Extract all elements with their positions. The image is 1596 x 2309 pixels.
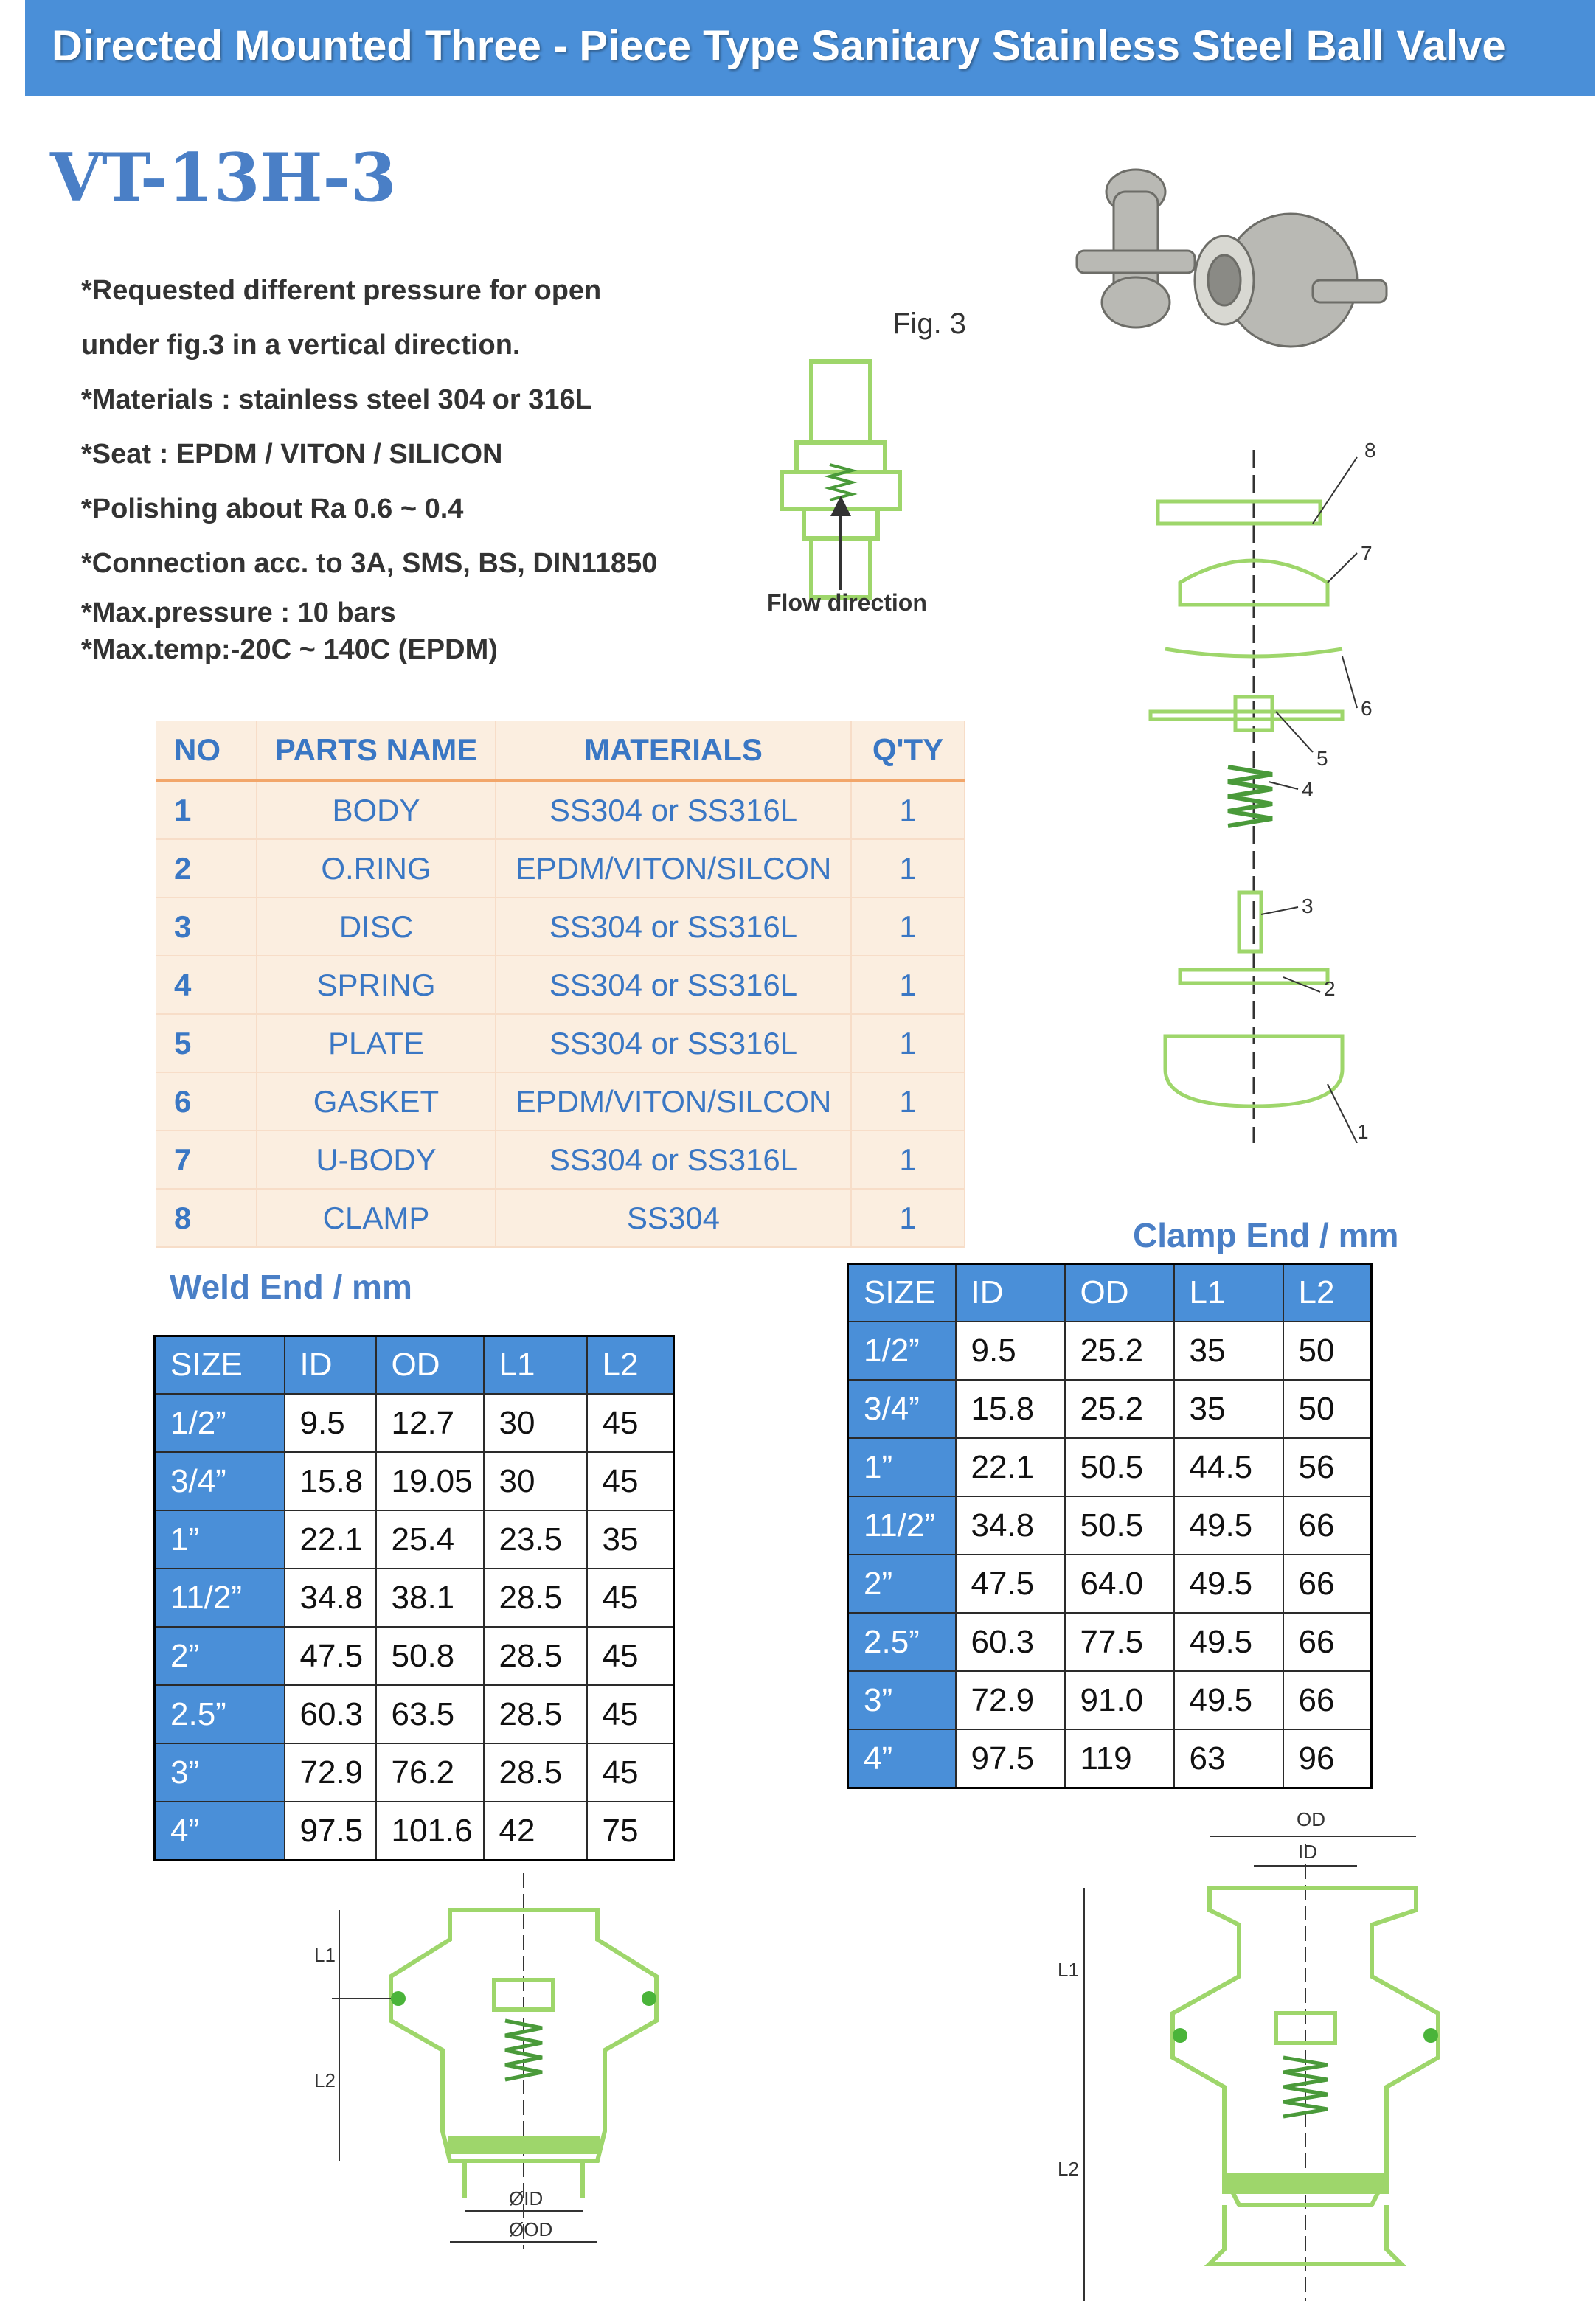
table-cell: 11/2”: [155, 1569, 285, 1627]
table-cell: 75: [587, 1802, 674, 1861]
table-cell: 66: [1283, 1613, 1372, 1671]
table-cell: 76.2: [376, 1743, 484, 1802]
table-cell: 47.5: [285, 1627, 376, 1685]
table-cell: SS304 or SS316L: [496, 956, 851, 1014]
table-cell: SS304 or SS316L: [496, 780, 851, 839]
callout-4: 4: [1302, 778, 1314, 801]
table-cell: 45: [587, 1685, 674, 1743]
table-row: [155, 1685, 674, 1743]
table-cell: 45: [587, 1627, 674, 1685]
table-cell: 11/2”: [848, 1496, 956, 1555]
col-header: ID: [956, 1264, 1065, 1322]
table-row: [156, 1072, 965, 1131]
table-cell: 38.1: [376, 1569, 484, 1627]
table-row: [155, 1569, 674, 1627]
callout-6: 6: [1361, 697, 1373, 720]
table-row: [156, 1189, 965, 1247]
table-cell: 28.5: [484, 1569, 587, 1627]
col-header: L2: [1283, 1264, 1372, 1322]
table-cell: 72.9: [956, 1671, 1065, 1729]
table-row: [156, 839, 965, 897]
table-cell: 47.5: [956, 1555, 1065, 1613]
table-cell: 45: [587, 1394, 674, 1452]
table-cell: 44.5: [1174, 1438, 1283, 1496]
table-cell: 23.5: [484, 1510, 587, 1569]
table-cell: 66: [1283, 1671, 1372, 1729]
table-cell: 28.5: [484, 1685, 587, 1743]
table-cell: 1: [156, 780, 257, 839]
table-cell: 1: [851, 897, 965, 956]
table-cell: 1: [851, 1131, 965, 1189]
table-cell: 91.0: [1065, 1671, 1174, 1729]
table-cell: U-BODY: [257, 1131, 496, 1189]
table-cell: 8: [156, 1189, 257, 1247]
table-row: [848, 1613, 1372, 1671]
table-row: [848, 1729, 1372, 1788]
table-cell: 63.5: [376, 1685, 484, 1743]
table-cell: 97.5: [956, 1729, 1065, 1788]
table-cell: EPDM/VITON/SILCON: [496, 1072, 851, 1131]
table-cell: 97.5: [285, 1802, 376, 1861]
exploded-view: [1136, 435, 1401, 1143]
table-cell: 2”: [848, 1555, 956, 1613]
callout-2: 2: [1324, 977, 1336, 1000]
spec-list: [81, 267, 745, 668]
table-cell: 28.5: [484, 1743, 587, 1802]
dim-l1: L1: [1058, 1959, 1079, 1981]
dim-od: OD: [1297, 1808, 1325, 1830]
table-cell: 22.1: [956, 1438, 1065, 1496]
table-cell: 9.5: [956, 1322, 1065, 1380]
table-cell: 22.1: [285, 1510, 376, 1569]
table-cell: 64.0: [1065, 1555, 1174, 1613]
dim-od: ØOD: [509, 2218, 553, 2240]
table-cell: 1/2”: [155, 1394, 285, 1452]
fig3-diagram: [760, 295, 981, 634]
table-cell: 19.05: [376, 1452, 484, 1510]
table-cell: 25.2: [1065, 1380, 1174, 1438]
table-cell: 2”: [155, 1627, 285, 1685]
dim-l1: L1: [314, 1944, 336, 1966]
table-cell: 7: [156, 1131, 257, 1189]
col-header: OD: [1065, 1264, 1174, 1322]
table-row: [155, 1452, 674, 1510]
table-cell: 50: [1283, 1380, 1372, 1438]
table-cell: 35: [1174, 1380, 1283, 1438]
table-cell: 1”: [848, 1438, 956, 1496]
weld-end-drawing: [310, 1866, 708, 2264]
col-header: ID: [285, 1336, 376, 1395]
spec-line: *Requested different pressure for open: [81, 275, 602, 306]
table-row: [848, 1555, 1372, 1613]
table-cell: 1: [851, 956, 965, 1014]
table-cell: 3: [156, 897, 257, 956]
table-cell: 35: [1174, 1322, 1283, 1380]
spec-line: *Polishing about Ra 0.6 ~ 0.4: [81, 493, 464, 524]
table-cell: DISC: [257, 897, 496, 956]
table-row: [155, 1394, 674, 1452]
table-cell: 72.9: [285, 1743, 376, 1802]
table-cell: 25.4: [376, 1510, 484, 1569]
table-row: [156, 1014, 965, 1072]
table-cell: 25.2: [1065, 1322, 1174, 1380]
table-row: [155, 1802, 674, 1861]
valve-photo: [1062, 162, 1401, 383]
col-header: SIZE: [848, 1264, 956, 1322]
table-cell: O.RING: [257, 839, 496, 897]
dim-id: ØID: [509, 2187, 544, 2209]
table-cell: 15.8: [956, 1380, 1065, 1438]
table-cell: 101.6: [376, 1802, 484, 1861]
table-cell: 66: [1283, 1496, 1372, 1555]
table-cell: 42: [484, 1802, 587, 1861]
table-cell: 4”: [155, 1802, 285, 1861]
table-row: [156, 956, 965, 1014]
table-row: [848, 1380, 1372, 1438]
table-cell: 34.8: [956, 1496, 1065, 1555]
fig3-caption: Flow direction: [767, 589, 927, 616]
table-cell: 5: [156, 1014, 257, 1072]
table-cell: 49.5: [1174, 1671, 1283, 1729]
table-row: [156, 1131, 965, 1189]
table-cell: SS304 or SS316L: [496, 1014, 851, 1072]
table-cell: 2.5”: [848, 1613, 956, 1671]
table-cell: 4: [156, 956, 257, 1014]
clamp-end-title: Clamp End / mm: [1133, 1216, 1399, 1254]
col-header: OD: [376, 1336, 484, 1395]
table-cell: 49.5: [1174, 1613, 1283, 1671]
dim-id: ID: [1298, 1841, 1317, 1863]
table-row: [155, 1627, 674, 1685]
callout-5: 5: [1316, 747, 1328, 770]
table-cell: 49.5: [1174, 1496, 1283, 1555]
col-header: Q'TY: [851, 721, 965, 780]
callout-8: 8: [1364, 439, 1376, 462]
table-cell: 50.5: [1065, 1496, 1174, 1555]
table-cell: SPRING: [257, 956, 496, 1014]
table-row: [848, 1496, 1372, 1555]
table-cell: 50: [1283, 1322, 1372, 1380]
spec-line: *Seat : EPDM / VITON / SILICON: [81, 439, 503, 470]
table-cell: 1: [851, 1189, 965, 1247]
table-cell: 9.5: [285, 1394, 376, 1452]
table-cell: 45: [587, 1452, 674, 1510]
table-header-row: [156, 721, 965, 780]
table-cell: 50.8: [376, 1627, 484, 1685]
table-cell: 56: [1283, 1438, 1372, 1496]
dim-l2: L2: [1058, 2158, 1079, 2180]
table-cell: 6: [156, 1072, 257, 1131]
table-cell: 1”: [155, 1510, 285, 1569]
table-cell: 49.5: [1174, 1555, 1283, 1613]
weld-end-title: Weld End / mm: [170, 1268, 412, 1306]
table-cell: 96: [1283, 1729, 1372, 1788]
table-cell: 45: [587, 1743, 674, 1802]
model-number: VT-13H-3: [50, 139, 397, 217]
table-cell: 2: [156, 839, 257, 897]
col-header: L1: [1174, 1264, 1283, 1322]
table-cell: 30: [484, 1452, 587, 1510]
table-cell: SS304: [496, 1189, 851, 1247]
table-header-row: [848, 1264, 1372, 1322]
spec-line: under fig.3 in a vertical direction.: [81, 330, 521, 361]
weld-end-table: [153, 1335, 675, 1861]
table-cell: 77.5: [1065, 1613, 1174, 1671]
callout-1: 1: [1357, 1120, 1369, 1143]
col-header: NO: [156, 721, 257, 780]
table-cell: 63: [1174, 1729, 1283, 1788]
callout-7: 7: [1361, 542, 1373, 565]
col-header: SIZE: [155, 1336, 285, 1395]
table-cell: 45: [587, 1569, 674, 1627]
table-cell: 3/4”: [155, 1452, 285, 1510]
table-cell: 28.5: [484, 1627, 587, 1685]
table-cell: 1: [851, 839, 965, 897]
table-cell: 50.5: [1065, 1438, 1174, 1496]
parts-table: [156, 721, 965, 1248]
spec-line: *Materials : stainless steel 304 or 316L: [81, 384, 592, 415]
table-cell: EPDM/VITON/SILCON: [496, 839, 851, 897]
table-cell: 2.5”: [155, 1685, 285, 1743]
table-row: [155, 1510, 674, 1569]
clamp-end-table: [847, 1263, 1373, 1789]
table-cell: 60.3: [956, 1613, 1065, 1671]
table-cell: 35: [587, 1510, 674, 1569]
table-cell: 60.3: [285, 1685, 376, 1743]
col-header: PARTS NAME: [257, 721, 496, 780]
table-row: [156, 897, 965, 956]
table-cell: SS304 or SS316L: [496, 897, 851, 956]
table-row: [848, 1671, 1372, 1729]
table-cell: 119: [1065, 1729, 1174, 1788]
table-cell: 3”: [848, 1671, 956, 1729]
table-row: [848, 1438, 1372, 1496]
col-header: MATERIALS: [496, 721, 851, 780]
fig3-label: Fig. 3: [892, 308, 967, 340]
table-cell: 66: [1283, 1555, 1372, 1613]
table-cell: 15.8: [285, 1452, 376, 1510]
table-cell: CLAMP: [257, 1189, 496, 1247]
table-cell: 3/4”: [848, 1380, 956, 1438]
table-cell: 30: [484, 1394, 587, 1452]
table-cell: 34.8: [285, 1569, 376, 1627]
spec-line: *Connection acc. to 3A, SMS, BS, DIN11850: [81, 548, 658, 579]
table-row: [848, 1322, 1372, 1380]
page-banner: Directed Mounted Three - Piece Type Sanitary Stainless Steel Ball Valve: [25, 0, 1595, 96]
table-cell: 1: [851, 1072, 965, 1131]
spec-line: *Max.pressure : 10 bars: [81, 597, 396, 628]
callout-3: 3: [1302, 895, 1314, 917]
table-cell: BODY: [257, 780, 496, 839]
table-cell: 1: [851, 1014, 965, 1072]
col-header: L2: [587, 1336, 674, 1395]
table-header-row: [155, 1336, 674, 1395]
col-header: L1: [484, 1336, 587, 1395]
dim-l2: L2: [314, 2069, 336, 2091]
table-cell: SS304 or SS316L: [496, 1131, 851, 1189]
spec-line: *Max.temp:-20C ~ 140C (EPDM): [81, 634, 498, 665]
table-cell: 4”: [848, 1729, 956, 1788]
table-row: [155, 1743, 674, 1802]
table-cell: GASKET: [257, 1072, 496, 1131]
table-cell: 12.7: [376, 1394, 484, 1452]
table-cell: 1: [851, 780, 965, 839]
table-row: [156, 780, 965, 839]
table-cell: PLATE: [257, 1014, 496, 1072]
table-cell: 3”: [155, 1743, 285, 1802]
table-cell: 1/2”: [848, 1322, 956, 1380]
clamp-end-drawing: [1047, 1792, 1505, 2301]
